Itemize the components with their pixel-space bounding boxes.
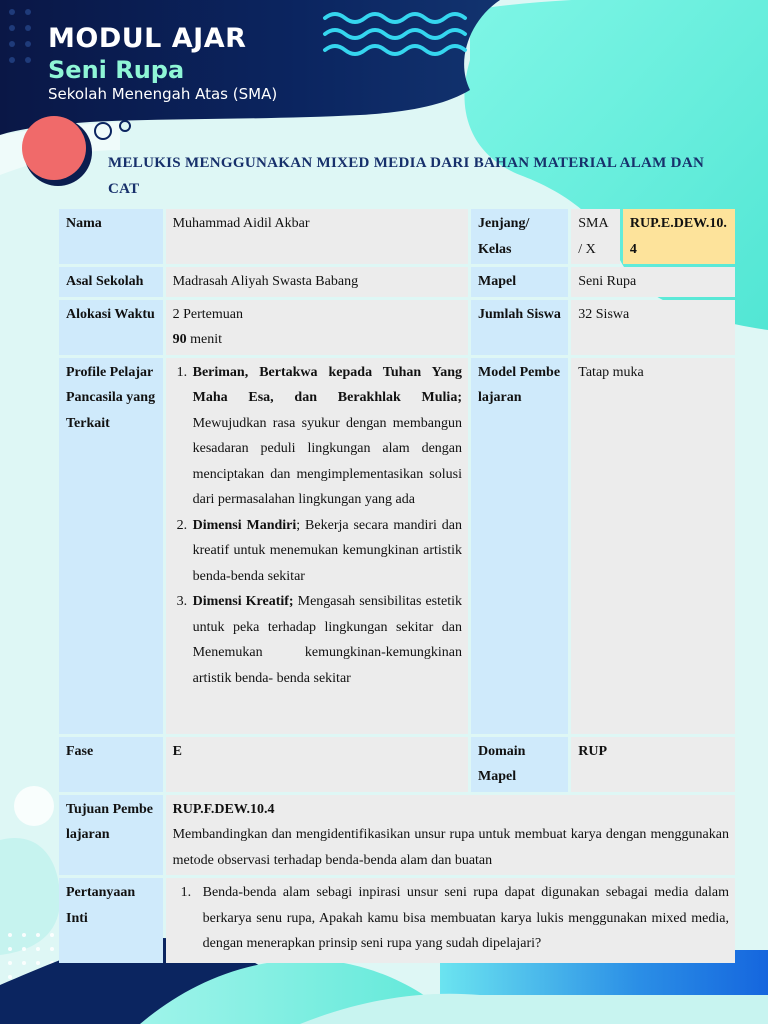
table-row — [59, 878, 735, 963]
jumlah-siswa-label: Jumlah Siswa — [471, 300, 568, 355]
mapel-value: Seni Rupa — [571, 267, 735, 297]
asal-sekolah-label: Asal Sekolah — [59, 267, 163, 297]
table-row — [59, 267, 735, 297]
list-item — [191, 513, 462, 590]
document-title: MELUKIS MENGGUNAKAN MIXED MEDIA DARI BAHAN MATERIAL ALAM DAN CAT — [108, 155, 705, 197]
alokasi-label: Alokasi Waktu — [59, 300, 163, 355]
alokasi-line1: 2 Pertemuan — [172, 306, 243, 322]
profile-item-text: Mewujudkan rasa syukur dengan membangun kesadaran peduli lingkungan alam dengan menciptakan dan mengimplementasikan solusi dari permasalahan lingkungan yang ada — [192, 415, 462, 507]
jenjang-value: SMA / X — [571, 209, 620, 264]
table-row — [59, 358, 735, 734]
profile-item-text: ; Bekerja secara mandiri dan kreatif untuk menemukan kemungkinan artistik benda-benda sekitar — [192, 517, 462, 584]
nama-value: Muhammad Aidil Akbar — [166, 209, 468, 264]
kode-badge: RUP.E.DEW.10.4 — [623, 209, 735, 264]
profile-item-title: Beriman, Bertakwa kepada Tuhan Yang Maha Esa, dan Berakhlak Mulia; — [192, 364, 462, 405]
module-title: MODUL AJAR — [48, 23, 247, 54]
alokasi-unit: menit — [186, 332, 222, 347]
profile-value — [166, 358, 468, 734]
list-item — [191, 360, 462, 513]
list-item: 1. Benda-benda alam sebagi inpirasi unsur seni rupa dapat digunakan sebagai media dalam berkarya senu rupa, Apakah kamu bisa membuatan karya lukis menggunakan mixed media, dengan menerapkan prinsip seni rupa yang sudah dipelajari? — [195, 880, 729, 957]
alokasi-line2 — [173, 327, 462, 353]
mapel-label: Mapel — [471, 267, 568, 297]
profile-list — [173, 360, 462, 692]
school-level: Sekolah Menengah Atas (SMA) — [48, 85, 278, 103]
alokasi-value — [166, 300, 468, 355]
table-row — [59, 300, 735, 355]
nama-label: Nama — [59, 209, 163, 264]
table-row — [59, 209, 735, 264]
asal-sekolah-value: Madrasah Aliyah Swasta Babang — [166, 267, 468, 297]
module-info-table — [56, 206, 738, 966]
domain-value: RUP — [571, 737, 735, 792]
pertanyaan-value — [166, 878, 735, 963]
alokasi-minutes: 90 — [172, 332, 187, 347]
profile-item-title: Dimensi Mandiri — [192, 517, 297, 533]
jumlah-siswa-value: 32 Siswa — [571, 300, 735, 355]
profile-item-text: Mengasah sensibilitas estetik untuk peka terhadap lingkungan sekitar dan Menemukan kemungkinan-kemungkinan artistik benda- benda sekitar — [192, 594, 462, 686]
pertanyaan-label: Pertanyaan Inti — [59, 878, 163, 963]
tujuan-label: Tujuan Pembelajaran — [59, 795, 163, 876]
tujuan-text: Membandingkan dan mengidentifikasikan unsur rupa untuk membuat karya dengan menggunakan metode observasi terhadap benda-benda alam dan buatan — [172, 827, 729, 868]
tujuan-value — [166, 795, 735, 876]
model-label: Model Pembelajaran — [471, 358, 568, 734]
model-value: Tatap muka — [571, 358, 735, 734]
tujuan-code: RUP.F.DEW.10.4 — [172, 801, 275, 817]
profile-label: Profile Pelajar Pancasila yang Terkait — [59, 358, 163, 734]
jenjang-label: Jenjang/ Kelas — [471, 209, 568, 264]
domain-label: Domain Mapel — [471, 737, 568, 792]
table-row — [59, 795, 735, 876]
subject-title: Seni Rupa — [48, 56, 185, 84]
pertanyaan-list — [173, 880, 729, 957]
fase-label: Fase — [59, 737, 163, 792]
list-item — [191, 589, 462, 691]
header — [48, 22, 277, 104]
fase-value: E — [166, 737, 468, 792]
profile-item-title: Dimensi Kreatif; — [192, 594, 294, 609]
table-row — [59, 737, 735, 792]
